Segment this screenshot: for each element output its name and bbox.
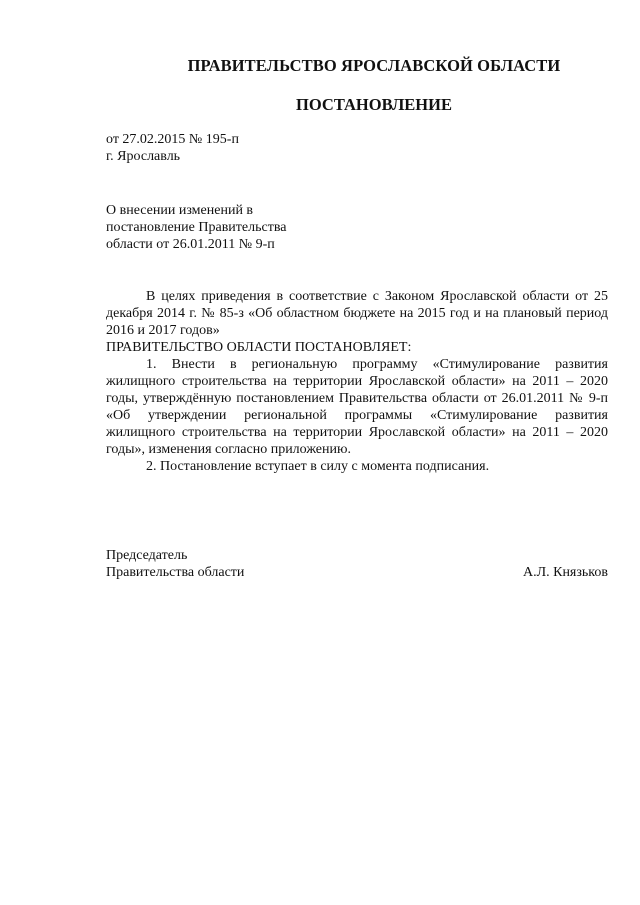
document-body xyxy=(106,288,608,475)
preamble-paragraph: В целях приведения в соответствие с Законом Ярославской области от 25 декабря 2014 г. № 85-з «Об областном бюджете на 2015 год и на плановый период 2016 и 2017 годов» xyxy=(106,289,608,338)
document-subject xyxy=(106,202,286,253)
subject-line: постановление Правительства xyxy=(106,220,287,235)
signer-title-line1: Председатель xyxy=(106,548,188,563)
signature-row xyxy=(106,564,608,581)
subject-line: О внесении изменений в xyxy=(106,203,254,218)
signer-name: А.Л. Князьков xyxy=(523,565,608,580)
document-meta xyxy=(106,131,239,165)
resolves-heading: ПРАВИТЕЛЬСТВО ОБЛАСТИ ПОСТАНОВЛЯЕТ: xyxy=(106,340,412,355)
item-1-paragraph: 1. Внести в региональную программу «Стимулирование развития жилищного строительства на территории Ярославской области» на 2011 – 2020 годы, утверждённую постановлением Правительства области от 26.01.2011 № 9-п «Об утверждении региональной программы «Стимулирование развития жилищного строительства на территории Ярославской области» на 2011 – 2020 годы», изменения согласно приложению. xyxy=(106,357,608,457)
subject-line: области от 26.01.2011 № 9-п xyxy=(106,237,275,252)
signature-block xyxy=(106,547,608,581)
item-2-paragraph: 2. Постановление вступает в силу с момента подписания. xyxy=(146,459,490,474)
organization-title: ПРАВИТЕЛЬСТВО ЯРОСЛАВСКОЙ ОБЛАСТИ xyxy=(187,56,561,75)
date-number: от 27.02.2015 № 195-п xyxy=(106,132,239,147)
signer-title-line2: Правительства области xyxy=(106,565,245,580)
city: г. Ярославль xyxy=(106,149,181,164)
document-type-title: ПОСТАНОВЛЕНИЕ xyxy=(296,95,452,114)
